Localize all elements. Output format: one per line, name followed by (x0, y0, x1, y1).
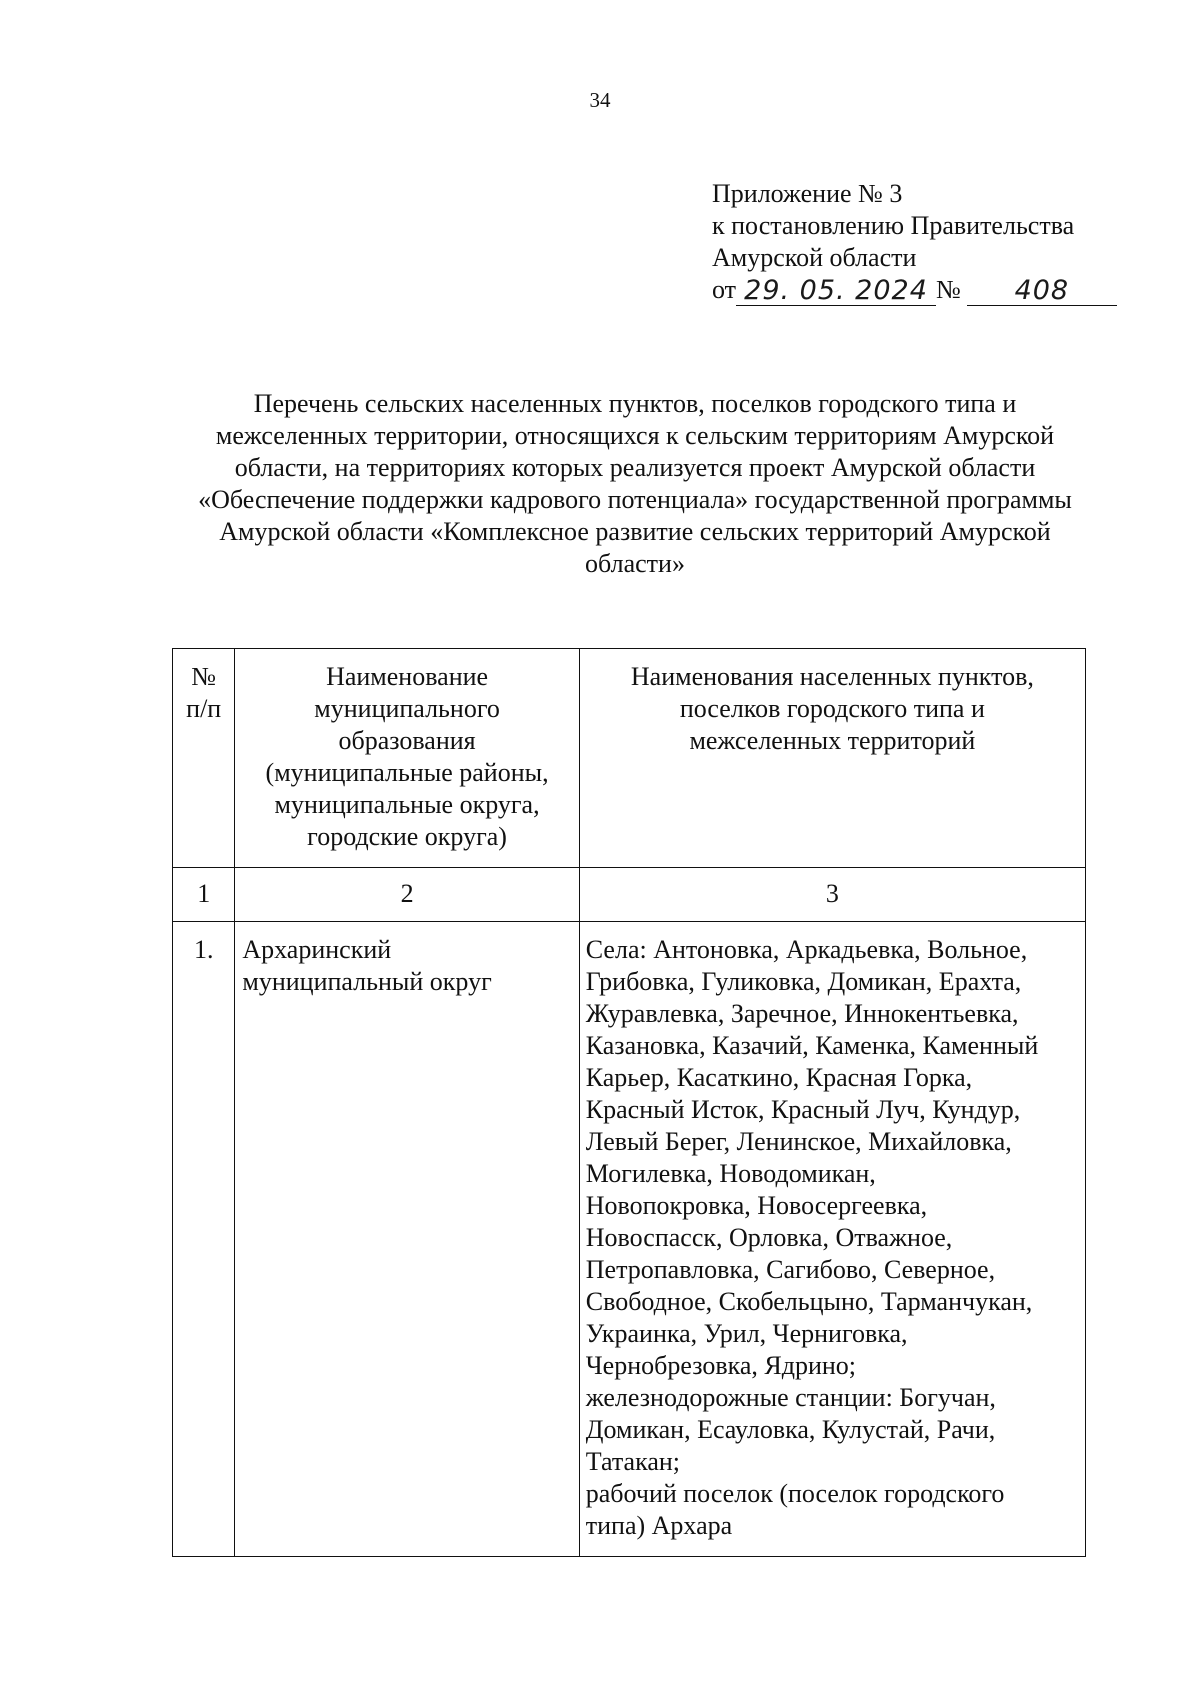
header-text: муниципального (314, 694, 500, 723)
settlements-line: Левый Берег, Ленинское, Михайловка, (585, 1127, 1012, 1156)
appendix-region: Амурской области (712, 243, 917, 272)
row-municipality (235, 922, 579, 1557)
column-number: 3 (579, 868, 1085, 922)
header-text: (муниципальные районы, (265, 758, 549, 787)
municipality-text: муниципальный округ (242, 967, 492, 996)
header-text: городские округа) (307, 822, 507, 851)
column-number: 2 (235, 868, 579, 922)
header-text: № (191, 662, 217, 691)
header-text: Наименование (326, 662, 489, 691)
appendix-reference: к постановлению Правительства (712, 211, 1075, 240)
row-index: 1. (173, 922, 235, 1557)
settlements-line: Домикан, Есауловка, Кулустай, Рачи, (585, 1415, 996, 1444)
settlements-line: Красный Исток, Красный Луч, Кундур, (585, 1095, 1021, 1124)
handwritten-number: 408 (967, 277, 1117, 306)
settlements-line: Могилевка, Новодомикан, (585, 1159, 876, 1188)
title-line: Амурской области «Комплексное развитие сельских территорий Амурской (219, 517, 1051, 546)
settlements-line: Украинка, Урил, Черниговка, (585, 1319, 908, 1348)
title-line: межселенных территории, относящихся к сельским территориям Амурской (215, 421, 1055, 450)
table-header-row (173, 649, 1086, 868)
number-sign: № (936, 275, 961, 304)
settlements-line: рабочий поселок (поселок городского (585, 1479, 1005, 1508)
settlements-table (172, 648, 1086, 1557)
header-municipality (235, 649, 579, 868)
municipality-text: Архаринский (242, 935, 392, 964)
page-number: 34 (589, 88, 611, 112)
header-text: межселенных территорий (689, 726, 976, 755)
column-numbers-row (173, 868, 1086, 922)
header-text: образования (338, 726, 476, 755)
title-line: области, на территориях которых реализуется проект Амурской области (234, 453, 1036, 482)
settlements-line: Села: Антоновка, Аркадьевка, Вольное, (585, 935, 1028, 964)
settlements-line: Татакан; (585, 1447, 681, 1476)
header-text: муниципальные округа, (274, 790, 540, 819)
settlements-line: Чернобрезовка, Ядрино; (585, 1351, 856, 1380)
settlements-line: Журавлевка, Заречное, Иннокентьевка, (585, 999, 1019, 1028)
date-prefix: от (712, 275, 737, 304)
settlements-line: Свободное, Скобельцыно, Тарманчукан, (585, 1287, 1033, 1316)
settlements-line: типа) Архара (585, 1511, 733, 1540)
appendix-block (712, 178, 1117, 306)
settlements-line: Петропавловка, Сагибово, Северное, (585, 1255, 996, 1284)
table-row (173, 922, 1086, 1557)
title-line: «Обеспечение поддержки кадрового потенциала» государственной программы (198, 485, 1072, 514)
column-number: 1 (173, 868, 235, 922)
handwritten-date: 29. 05. 2024 (736, 277, 936, 306)
settlements-line: Казановка, Казачий, Каменка, Каменный (585, 1031, 1039, 1060)
header-text: Наименования населенных пунктов, (630, 662, 1034, 691)
header-text: п/п (186, 694, 222, 723)
title-line: области» (585, 549, 685, 578)
title-line: Перечень сельских населенных пунктов, поселков городского типа и (253, 389, 1017, 418)
appendix-title: Приложение № 3 (712, 179, 903, 208)
row-settlements (579, 922, 1085, 1557)
settlements-line: железнодорожные станции: Богучан, (585, 1383, 996, 1412)
settlements-line: Новоспасск, Орловка, Отважное, (585, 1223, 953, 1252)
header-settlements (579, 649, 1085, 868)
document-title (170, 388, 1100, 580)
settlements-line: Новопокровка, Новосергеевка, (585, 1191, 928, 1220)
header-text: поселков городского типа и (679, 694, 985, 723)
appendix-date-line (712, 274, 1117, 306)
settlements-line: Карьер, Касаткино, Красная Горка, (585, 1063, 973, 1092)
header-number (173, 649, 235, 868)
settlements-line: Грибовка, Гуликовка, Домикан, Ерахта, (585, 967, 1022, 996)
